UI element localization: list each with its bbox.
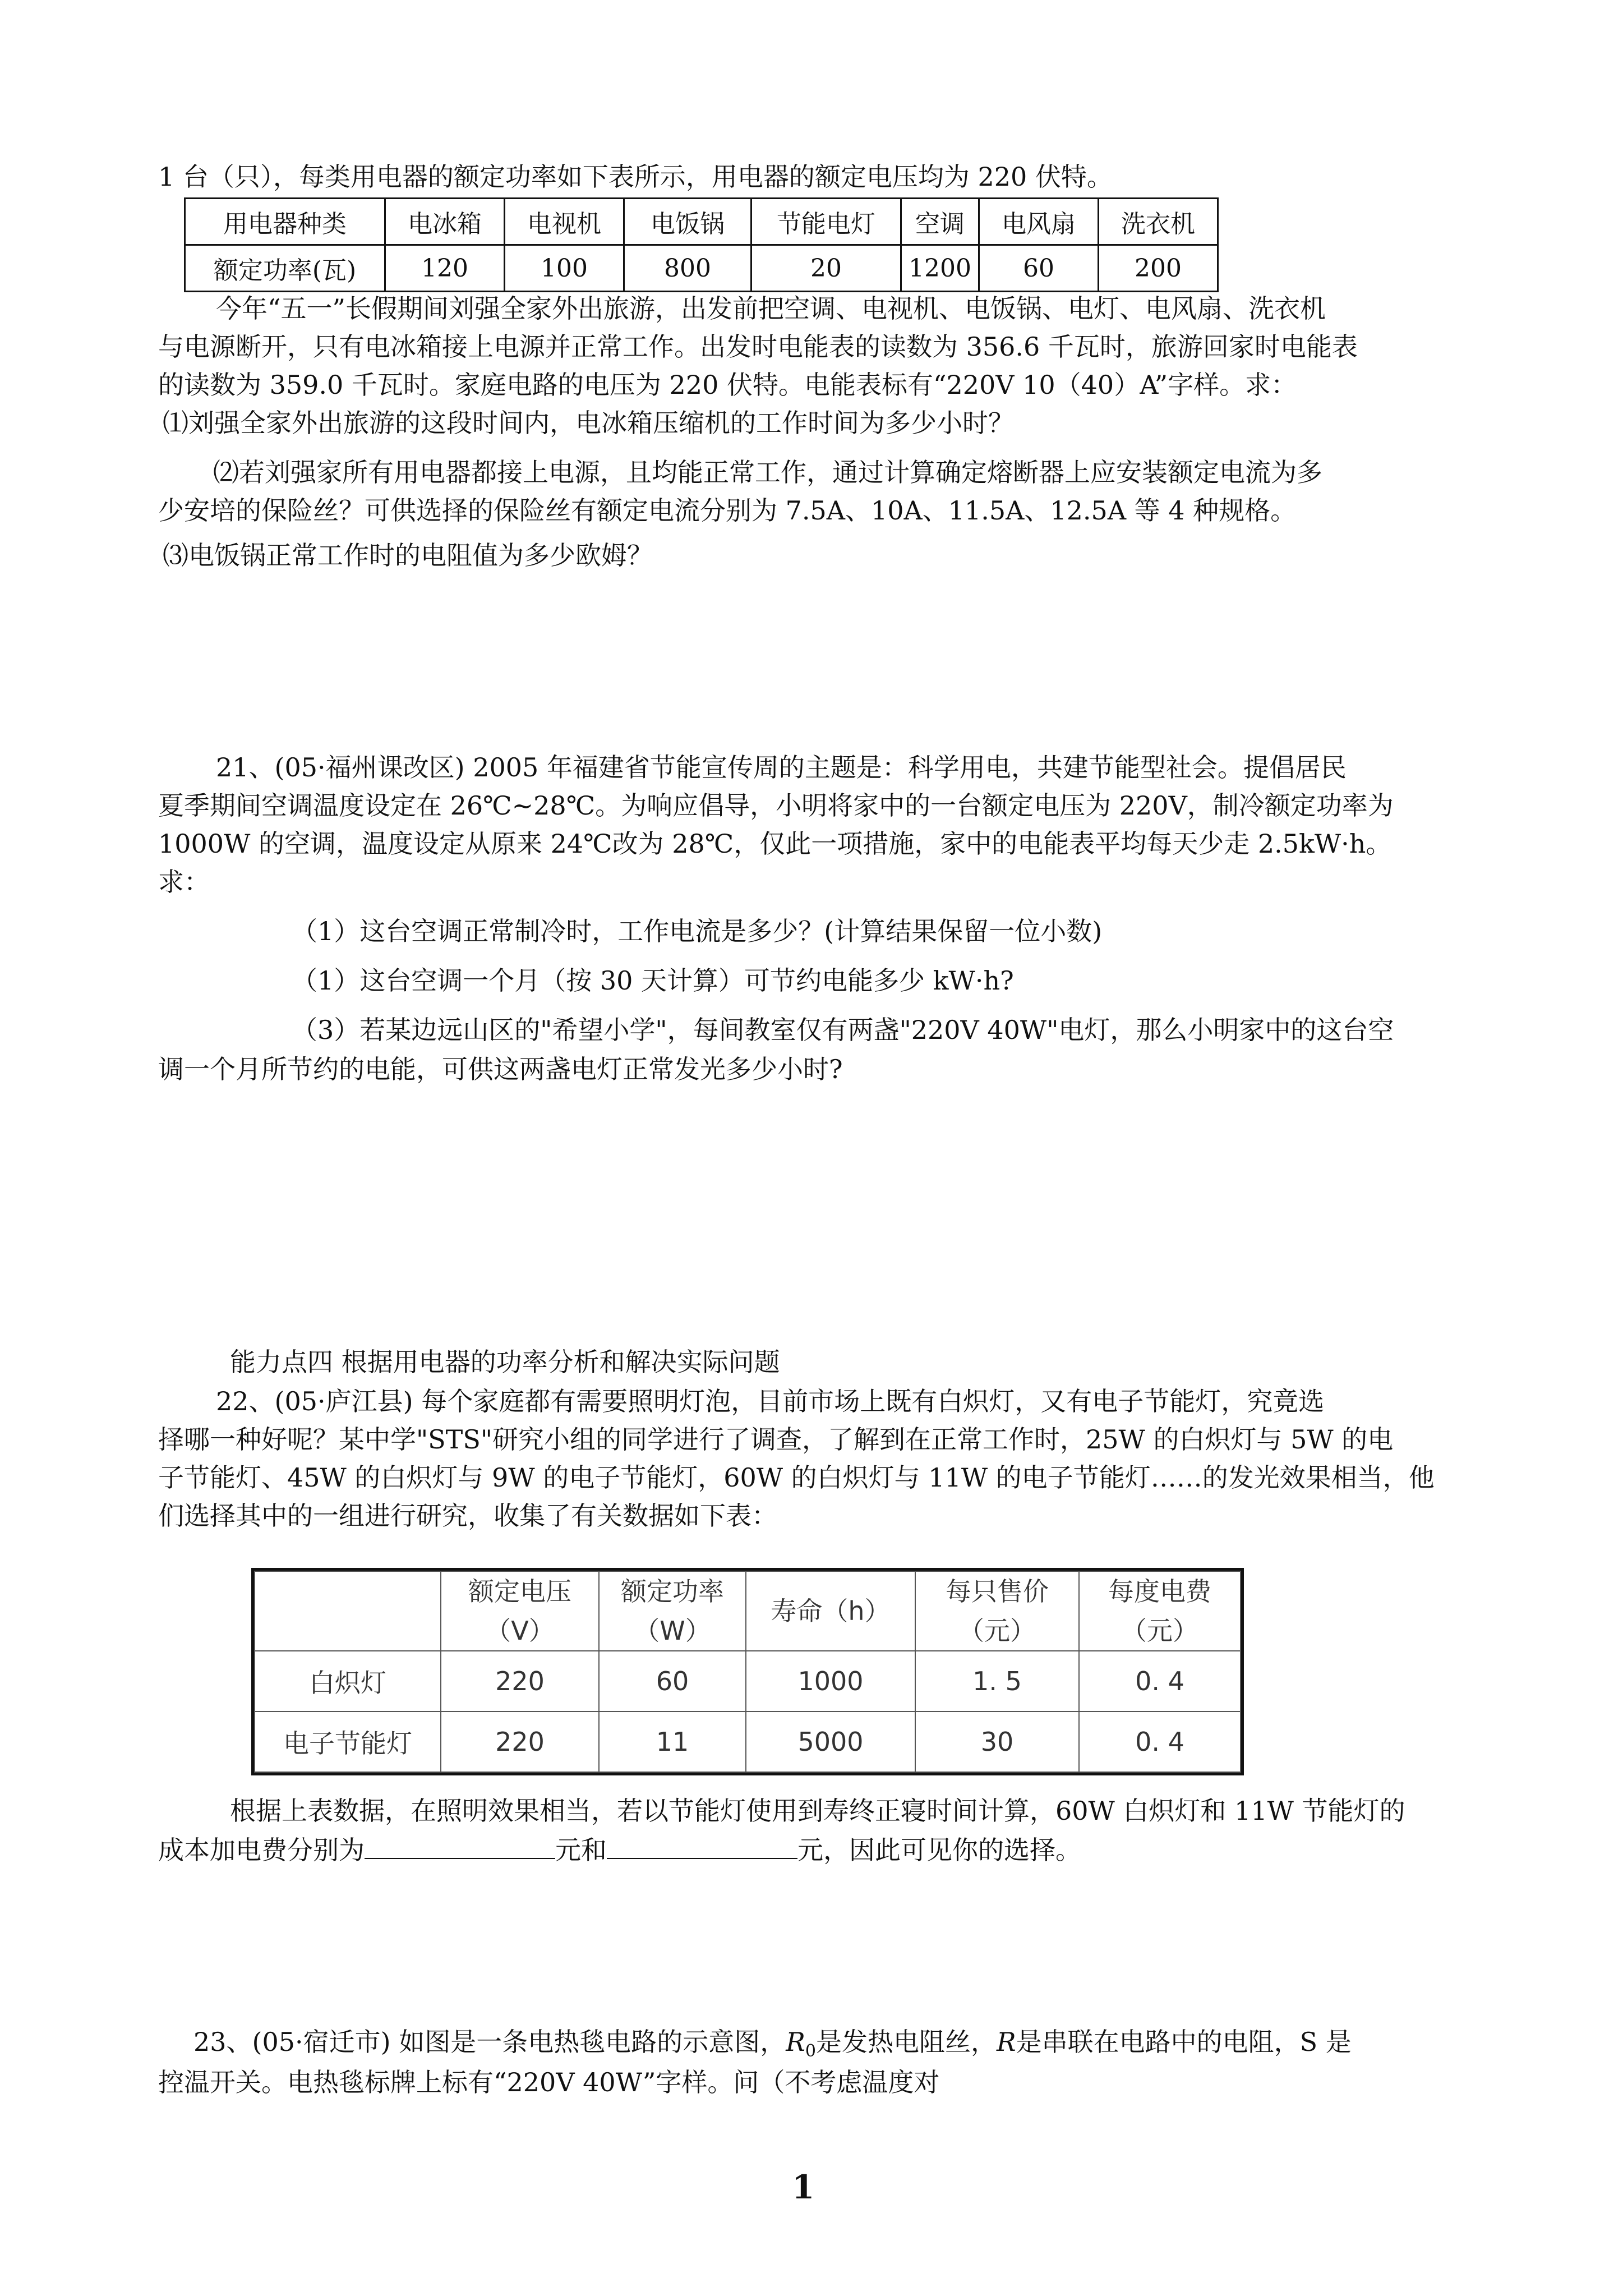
table-cell bbox=[1079, 1571, 1241, 1651]
table-cell: 白炽灯 bbox=[255, 1651, 441, 1711]
table-row bbox=[255, 1571, 1241, 1651]
table-cell bbox=[441, 1571, 599, 1651]
p22-fill-line bbox=[158, 1833, 1081, 1867]
p22-line: 22、(05·庐江县) 每个家庭都有需要照明灯泡，目前市场上既有白炽灯，又有电子节能灯，究竟选 bbox=[216, 1386, 1325, 1416]
table-cell: 1. 5 bbox=[915, 1651, 1079, 1711]
table-cell: 11 bbox=[599, 1711, 746, 1772]
table-cell: 5000 bbox=[746, 1711, 915, 1772]
answer-blank[interactable] bbox=[607, 1833, 797, 1859]
table-cell: 220 bbox=[441, 1651, 599, 1711]
p23-line: 控温开关。电热毯标牌上标有“220V 40W”字样。问（不考虑温度对 bbox=[158, 2067, 940, 2097]
r0-subscript: 0 bbox=[805, 2041, 816, 2062]
intro-line: 1 台（只），每类用电器的额定功率如下表所示，用电器的额定电压均为 220 伏特。 bbox=[158, 162, 1113, 192]
table-row bbox=[255, 1651, 1241, 1711]
table-cell: 空调 bbox=[901, 199, 979, 245]
p20-question: 少安培的保险丝？可供选择的保险丝有额定电流分别为 7.5A、10A、11.5A、12.5A 等 4 种规格。 bbox=[158, 495, 1297, 526]
p20-line: 的读数为 359.0 千瓦时。家庭电路的电压为 220 伏特。电能表标有“220V 10（40）A”字样。求： bbox=[158, 370, 1297, 400]
p20-line: 与电源断开，只有电冰箱接上电源并正常工作。出发时电能表的读数为 356.6 千瓦时，旅游回家时电能表 bbox=[158, 332, 1358, 362]
header-line: 寿命（h） bbox=[771, 1596, 891, 1626]
text-segment: 成本加电费分别为 bbox=[158, 1835, 365, 1865]
p21-question: （3）若某边远山区的"希望小学"，每间教室仅有两盏"220V 40W"电灯，那么小明家中的这台空 bbox=[292, 1015, 1394, 1045]
table-cell bbox=[746, 1571, 915, 1651]
table-cell bbox=[915, 1571, 1079, 1651]
p22-line: 择哪一种好呢？某中学"STS"研究小组的同学进行了调查，了解到在正常工作时，25W 的白炽灯与 5W 的电 bbox=[158, 1424, 1394, 1455]
text-segment: 23、(05·宿迁市) 如图是一条电热毯电路的示意图， bbox=[193, 2027, 786, 2057]
p21-question: （1）这台空调一个月（按 30 天计算）可节约电能多少 kW·h? bbox=[292, 965, 1014, 996]
table-cell: 60 bbox=[599, 1651, 746, 1711]
p21-question: （1）这台空调正常制冷时，工作电流是多少？(计算结果保留一位小数) bbox=[292, 916, 1103, 946]
p22-line: 根据上表数据，在照明效果相当，若以节能灯使用到寿终正寝时间计算，60W 白炽灯和 11W 节能灯的 bbox=[230, 1796, 1405, 1826]
p20-question: ⑵若刘强家所有用电器都接上电源，且均能正常工作，通过计算确定熔断器上应安装额定电流为多 bbox=[213, 457, 1322, 487]
r-symbol: R bbox=[996, 2027, 1016, 2057]
text-segment: 是发热电阻丝， bbox=[815, 2027, 997, 2057]
table-cell: 洗衣机 bbox=[1098, 199, 1218, 245]
table-row bbox=[185, 199, 1218, 245]
header-line: （元） bbox=[1121, 1616, 1198, 1646]
table-cell: 节能电灯 bbox=[751, 199, 901, 245]
p21-line: 夏季期间空调温度设定在 26℃~28℃。为响应倡导，小明将家中的一台额定电压为 220V，制冷额定功率为 bbox=[158, 790, 1394, 821]
table-cell: 30 bbox=[915, 1711, 1079, 1772]
p21-line: 21、(05·福州课改区) 2005 年福建省节能宣传周的主题是：科学用电，共建节能型社会。提倡居民 bbox=[216, 752, 1347, 783]
table-row bbox=[185, 245, 1218, 292]
p21-question: 调一个月所节约的电能，可供这两盏电灯正常发光多少小时? bbox=[158, 1054, 843, 1084]
p20-question: ⑶电饭锅正常工作时的电阻值为多少欧姆？ bbox=[163, 540, 653, 570]
lamp-comparison-table bbox=[251, 1568, 1244, 1775]
table-cell: 220 bbox=[441, 1711, 599, 1772]
p20-line: 今年“五一”长假期间刘强全家外出旅游，出发前把空调、电视机、电饭锅、电灯、电风扇、洗衣机 bbox=[216, 293, 1326, 324]
table-cell: 200 bbox=[1098, 245, 1218, 292]
table-cell: 20 bbox=[751, 245, 901, 292]
text-segment: 元和 bbox=[555, 1835, 607, 1865]
header-line: 额定电压 bbox=[468, 1576, 571, 1607]
table-cell: 电子节能灯 bbox=[255, 1711, 441, 1772]
page-number: 1 bbox=[792, 2168, 815, 2206]
table-cell: 用电器种类 bbox=[185, 199, 385, 245]
table-cell: 1000 bbox=[746, 1651, 915, 1711]
table-cell: 60 bbox=[979, 245, 1098, 292]
table-cell: 电风扇 bbox=[979, 199, 1098, 245]
p22-line: 子节能灯、45W 的白炽灯与 9W 的电子节能灯，60W 的白炽灯与 11W 的电子节能灯……的发光效果相当，他 bbox=[158, 1462, 1435, 1493]
table-cell bbox=[255, 1571, 441, 1651]
table-cell: 120 bbox=[385, 245, 505, 292]
header-line: 每度电费 bbox=[1108, 1576, 1211, 1607]
p22-line: 们选择其中的一组进行研究，收集了有关数据如下表： bbox=[158, 1501, 777, 1531]
table-cell: 额定功率(瓦) bbox=[185, 245, 385, 292]
table-cell bbox=[599, 1571, 746, 1651]
table-cell: 1200 bbox=[901, 245, 979, 292]
table-cell: 0. 4 bbox=[1079, 1711, 1241, 1772]
p23-line bbox=[193, 2025, 1352, 2068]
table-cell: 0. 4 bbox=[1079, 1651, 1241, 1711]
p21-line: 1000W 的空调，温度设定从原来 24℃改为 28℃，仅此一项措施，家中的电能表平均每天少走 2.5kW·h。 bbox=[158, 829, 1392, 859]
text-segment: 元，因此可见你的选择。 bbox=[797, 1835, 1081, 1865]
table-cell: 电饭锅 bbox=[624, 199, 751, 245]
header-line: （元） bbox=[958, 1616, 1036, 1646]
r0-symbol: R bbox=[786, 2027, 805, 2057]
section-heading: 能力点四 根据用电器的功率分析和解决实际问题 bbox=[230, 1347, 780, 1377]
header-line: 额定功率 bbox=[621, 1576, 724, 1607]
table-row bbox=[255, 1711, 1241, 1772]
answer-blank[interactable] bbox=[365, 1833, 555, 1859]
table-cell: 100 bbox=[505, 245, 624, 292]
p20-question: ⑴刘强全家外出旅游的这段时间内，电冰箱压缩机的工作时间为多少小时？ bbox=[163, 408, 1014, 438]
header-line: （V） bbox=[485, 1616, 555, 1646]
header-line: 每只售价 bbox=[946, 1576, 1049, 1607]
header-line: （W） bbox=[634, 1616, 711, 1646]
appliance-power-table bbox=[184, 197, 1219, 292]
table-cell: 电冰箱 bbox=[385, 199, 505, 245]
p21-line: 求： bbox=[158, 867, 210, 897]
table-cell: 电视机 bbox=[505, 199, 624, 245]
text-segment: 是串联在电路中的电阻，S 是 bbox=[1016, 2027, 1352, 2057]
table-cell: 800 bbox=[624, 245, 751, 292]
